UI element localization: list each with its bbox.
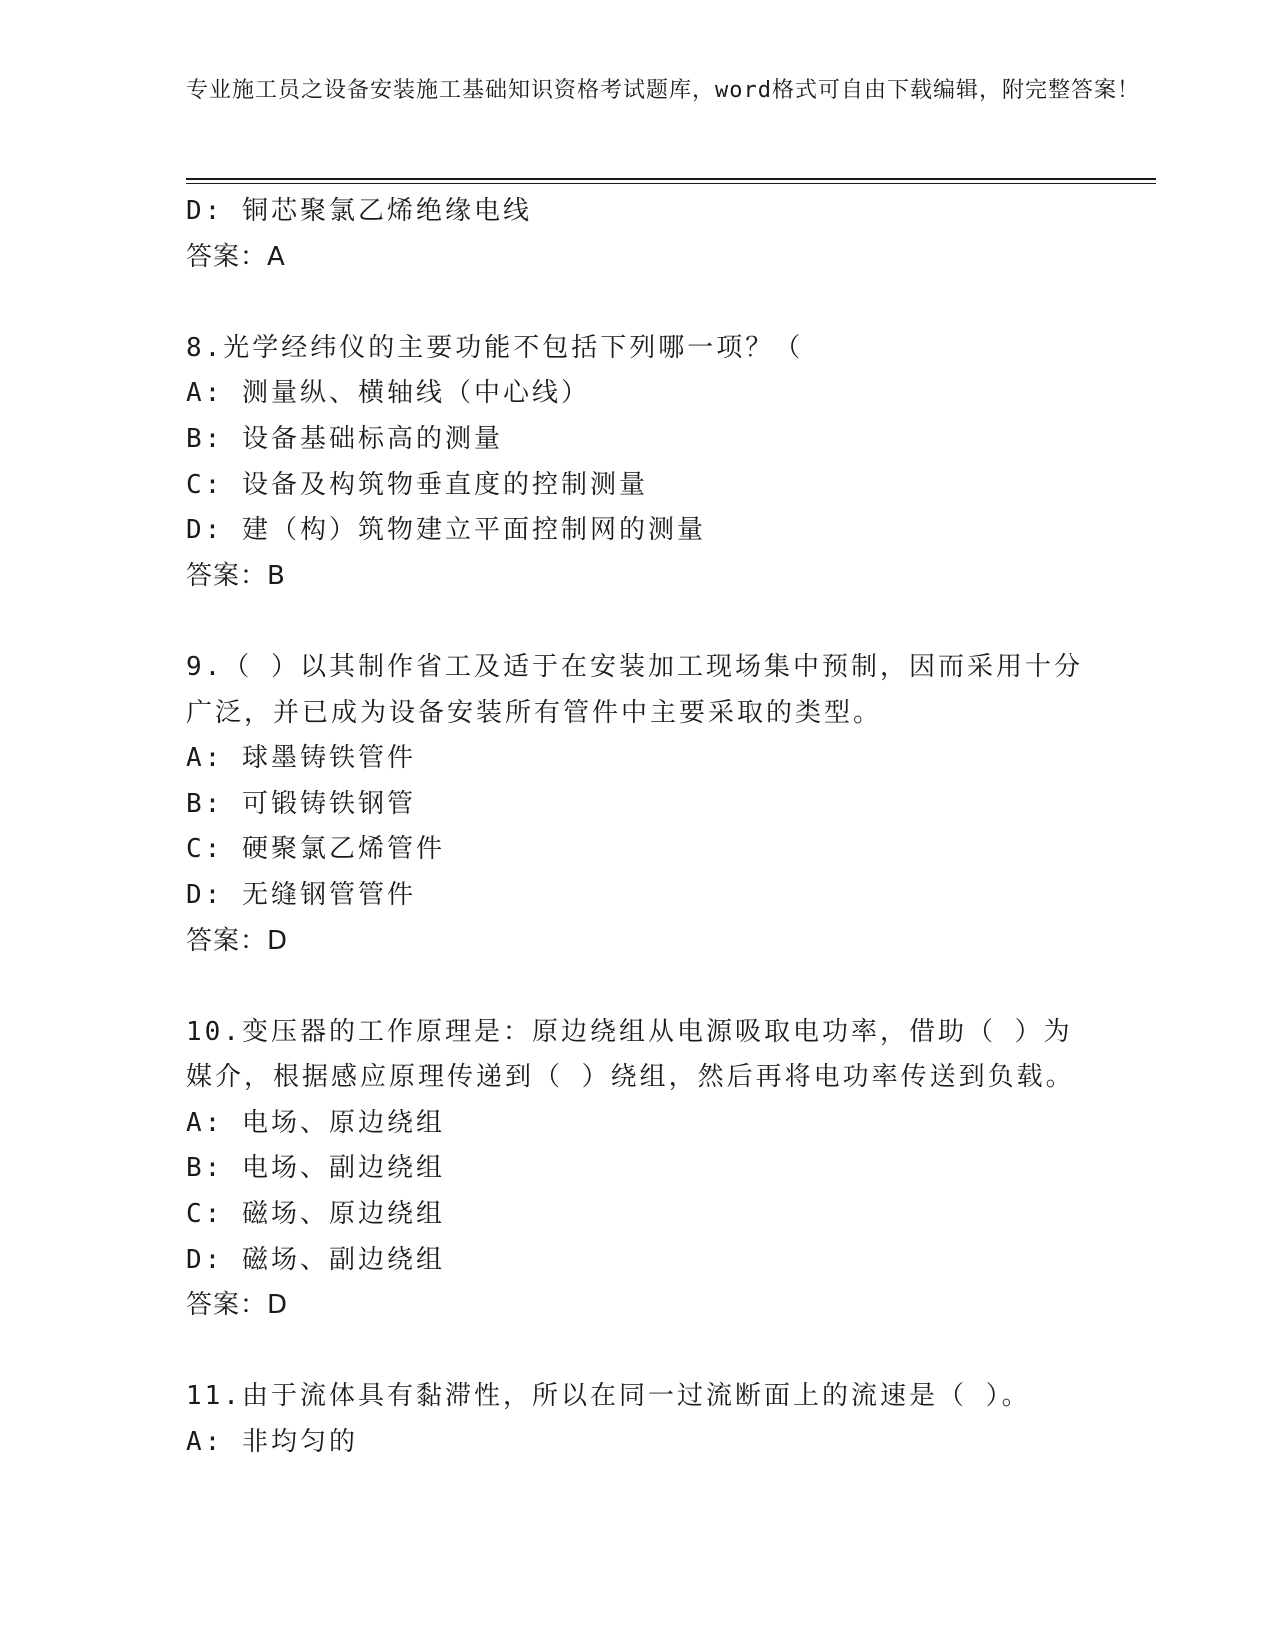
question-text: 9.（ ）以其制作省工及适于在安装加工现场集中预制，因而采用十分广泛，并已成为设备安装所有管件中主要采取的类型。 (186, 651, 1083, 728)
option-a: A: 测量纵、横轴线（中心线） (186, 378, 590, 409)
option-d: D: 无缝钢管管件 (186, 879, 416, 910)
option-b: B: 设备基础标高的测量 (186, 423, 503, 454)
prev-option-d: D: 铜芯聚氯乙烯绝缘电线 (186, 196, 532, 226)
header-rule-thin (186, 183, 1156, 184)
option-d: D: 建（构）筑物建立平面控制网的测量 (186, 515, 706, 546)
spacer (186, 280, 1086, 326)
document-header: 专业施工员之设备安装施工基础知识资格考试题库，word格式可自由下载编辑，附完整答案！ (186, 78, 1140, 103)
question-11 (186, 1374, 1086, 1465)
question-10 (186, 1010, 1086, 1329)
spacer (186, 1329, 1086, 1375)
question-text: 11.由于流体具有黏滞性，所以在同一过流断面上的流速是（ ）。 (186, 1381, 1031, 1412)
answer: 答案：D (186, 1290, 289, 1321)
spacer (186, 599, 1086, 645)
question-text: 8.光学经纬仪的主要功能不包括下列哪一项？（ (186, 332, 804, 363)
question-list (186, 189, 1086, 1466)
option-c: C: 硬聚氯乙烯管件 (186, 834, 445, 865)
option-b: B: 电场、副边绕组 (186, 1153, 445, 1184)
question-text: 10.变压器的工作原理是：原边绕组从电源吸取电功率，借助（ ）为媒介，根据感应原理传递到（ ）绕组，然后再将电功率传送到负载。 (186, 1016, 1075, 1093)
prev-answer: 答案：A (186, 241, 286, 272)
option-c: C: 设备及构筑物垂直度的控制测量 (186, 469, 648, 500)
answer: 答案：D (186, 925, 289, 956)
header-rule-thick (186, 178, 1156, 180)
option-a: A: 非均匀的 (186, 1427, 358, 1458)
spacer (186, 964, 1086, 1010)
question-8 (186, 326, 1086, 600)
option-d: D: 磁场、副边绕组 (186, 1244, 445, 1275)
answer: 答案：B (186, 560, 286, 591)
option-a: A: 球墨铸铁管件 (186, 743, 416, 774)
option-a: A: 电场、原边绕组 (186, 1107, 445, 1138)
question-9 (186, 645, 1086, 964)
option-c: C: 磁场、原边绕组 (186, 1199, 445, 1230)
option-b: B: 可锻铸铁钢管 (186, 788, 416, 819)
